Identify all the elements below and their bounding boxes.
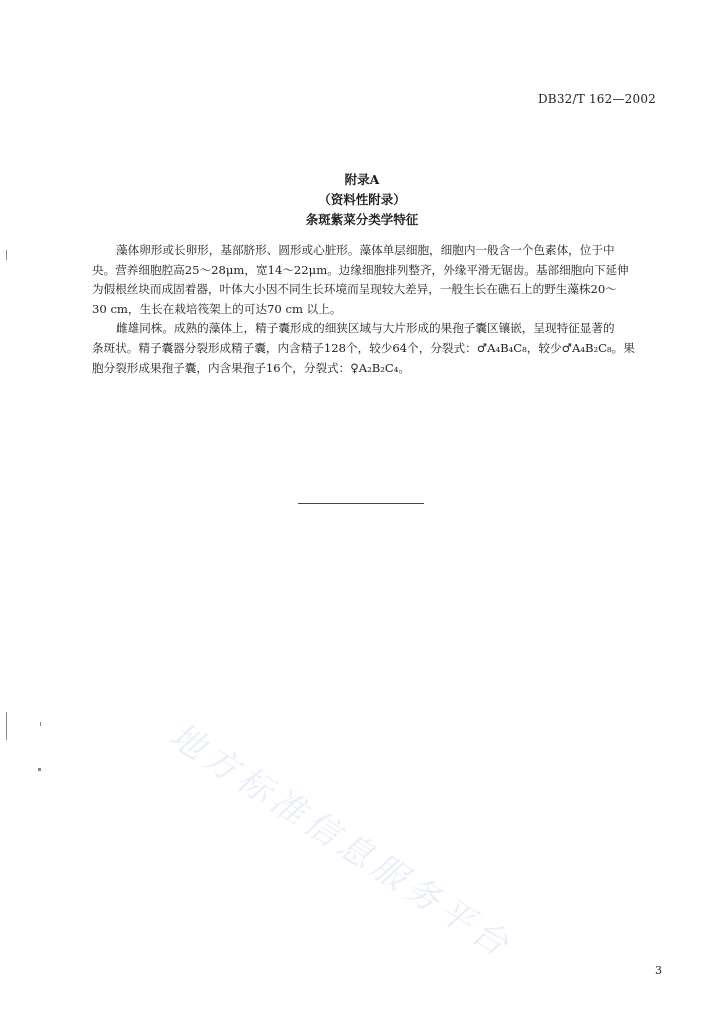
paragraph-reproduction (92, 319, 660, 378)
paragraph-morphology (92, 241, 660, 319)
text-line: 为假根丝块而成固着器，叶体大小因不同生长环境而呈现较大差异，一般生长在礁石上的野生藻株20～ (92, 282, 617, 297)
appendix-subject: 条斑紫菜分类学特征 (305, 212, 419, 227)
page-number: 3 (655, 964, 662, 977)
text-line: 央。营养细胞腔高25～28μm，宽14～22μm。边缘细胞排列整齐，外缘平滑无锯齿。基部细胞向下延伸 (92, 262, 629, 277)
text-line: 条斑状。精子囊器分裂形成精子囊，内含精子128个，较少64个，分裂式：♂A₄B₄C₈，较少♂A₄B₂C₈。果 (92, 340, 635, 355)
watermark: 地方标准信息服务平台 (162, 715, 520, 968)
scan-artifact (6, 250, 7, 260)
text-line: 藻体卵形或长卵形，基部脐形、圆形或心脏形。藻体单层细胞，细胞内一般含一个色素体，位于中 (116, 243, 615, 257)
text-line: 胞分裂形成果孢子囊，内含果孢子16个，分裂式：♀A₂B₂C₄。 (92, 360, 410, 375)
appendix-type: （资料性附录） (318, 192, 406, 207)
appendix-body (92, 241, 660, 378)
text-line: 30 cm，生长在栽培筏架上的可达70 cm 以上。 (92, 301, 342, 316)
scan-artifact (6, 712, 7, 740)
scan-artifact (40, 722, 41, 726)
end-divider (298, 503, 424, 504)
appendix-title: 附录A (344, 172, 380, 187)
text-line: 雌雄同株。成熟的藻体上，精子囊形成的细狭区域与大片形成的果孢子囊区镶嵌，呈现特征显著的 (116, 321, 615, 336)
scan-artifact (38, 768, 41, 771)
appendix-heading (0, 170, 724, 230)
document-code: DB32/T 162—2002 (537, 92, 656, 106)
